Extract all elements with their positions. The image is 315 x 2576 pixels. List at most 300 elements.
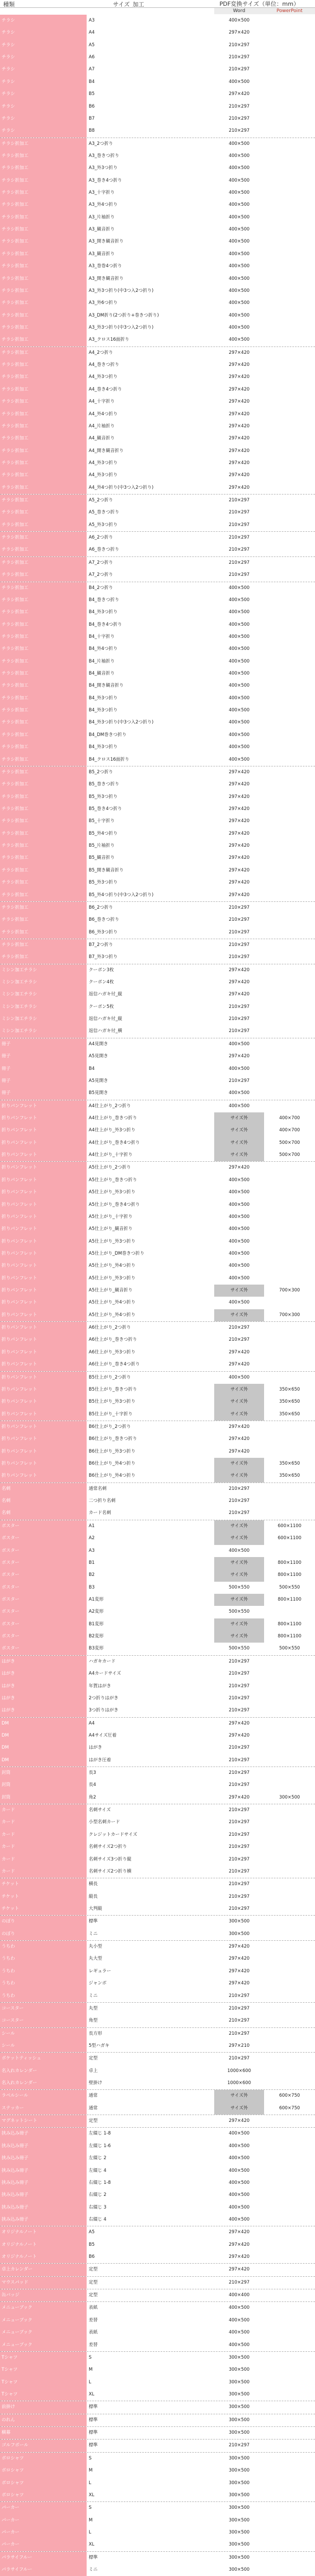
powerpoint-size-cell: 600×750: [279, 2105, 300, 2111]
category-cell: 名入れカレンダー: [0, 2077, 87, 2089]
size-cell: A3_片袖折り: [89, 214, 115, 220]
category-cell: チラシ折加工: [0, 852, 87, 864]
word-size-cell: 297×420: [228, 1720, 250, 1726]
table-row: [0, 2002, 315, 2015]
table-row: [0, 643, 315, 655]
category-cell: 冊子: [0, 1063, 87, 1075]
category-cell: ゴルフボール: [0, 2440, 87, 2452]
size-cell: B5仕上がり_十字折り: [89, 1411, 133, 1417]
table-row: [0, 322, 315, 334]
table-row: [0, 1978, 315, 1990]
word-size-cell: 400×500: [228, 597, 250, 603]
size-cell: 左綴じ 2: [89, 2156, 107, 2161]
size-cell: A3_2つ折り: [89, 141, 113, 146]
word-size-cell: 400×500: [228, 646, 250, 652]
size-cell: A4_外4つ折り: [89, 411, 118, 417]
category-cell: DM: [0, 1754, 87, 1767]
word-size-cell: 210×297: [228, 1016, 250, 1022]
word-size-cell: 300×500: [228, 1931, 250, 1937]
table-row: [0, 27, 315, 39]
category-cell: チラシ折加工: [0, 334, 87, 346]
word-size-cell: 210×297: [228, 1820, 250, 1825]
category-cell: 封筒: [0, 1779, 87, 1791]
category-cell: うちわ: [0, 1965, 87, 1978]
size-cell: B5_十字折り: [89, 818, 115, 824]
category-cell: チラシ折加工: [0, 889, 87, 901]
size-cell: A6仕上がり_2つ折り: [89, 1325, 131, 1331]
size-cell: A6_2つ折り: [89, 535, 113, 541]
table-row: [0, 680, 315, 692]
word-size-cell: 210×297: [228, 103, 250, 109]
word-size-cell: 300×500: [228, 2517, 250, 2523]
size-cell: A5仕上がり_十字折り: [89, 1214, 133, 1219]
powerpoint-size-cell: 800×1100: [278, 1597, 301, 1602]
category-cell: 折りパンフレット: [0, 1137, 87, 1149]
table-row: [0, 1236, 315, 1248]
word-size-cell: 297×420: [228, 472, 250, 478]
table-row: [0, 507, 315, 519]
table-row: [0, 2202, 315, 2214]
table-row: [0, 2351, 315, 2364]
table-row: [0, 989, 315, 1001]
size-cell: B6仕上がり_2つ折り: [89, 1424, 131, 1429]
size-cell: 定型: [89, 2056, 98, 2062]
category-cell: 封筒: [0, 1792, 87, 1804]
size-cell: A2変形: [89, 1609, 104, 1615]
category-cell: チラシ折加工: [0, 236, 87, 248]
table-row: [0, 2489, 315, 2501]
word-size-cell: 300×500: [228, 1919, 250, 1925]
table-row: [0, 1174, 315, 1186]
size-cell: A3_巻きつ折り: [89, 153, 119, 159]
size-cell: 名刺サイズ2つ折り: [89, 1844, 127, 1850]
category-cell: メニューブック: [0, 2315, 87, 2327]
size-cell: A3_開き観音折り: [89, 239, 124, 245]
category-cell: チラシ折加工: [0, 815, 87, 827]
header-category: 種類: [3, 1, 15, 8]
size-cell: 表紙: [89, 2330, 98, 2336]
category-cell: チラシ折加工: [0, 150, 87, 162]
word-size-cell: 1000×600: [227, 2080, 251, 2086]
category-cell: ポスター: [0, 1582, 87, 1594]
table-row: [0, 273, 315, 285]
category-cell: チラシ折加工: [0, 582, 87, 594]
word-size-cell: 210×297: [228, 1881, 250, 1887]
table-row: [0, 1149, 315, 1161]
word-size-out-cell: サイズ外: [214, 1112, 264, 1124]
size-cell: B4_片袖折り: [89, 658, 115, 664]
table-row: [0, 668, 315, 680]
size-cell: A4_十字折り: [89, 399, 115, 405]
size-table-body: [0, 15, 315, 2576]
table-row: [0, 1063, 315, 1075]
table-row: [0, 964, 315, 976]
category-cell: カード: [0, 1804, 87, 1816]
word-size-cell: 400×500: [228, 324, 250, 330]
category-cell: チラシ折加工: [0, 668, 87, 680]
size-cell: 返信ハガキ付_縦: [89, 1016, 122, 1022]
word-size-cell: 297×420: [228, 1054, 250, 1059]
word-size-cell: 210×297: [228, 1498, 250, 1504]
size-cell: ミニ: [89, 1993, 98, 1999]
table-row: [0, 457, 315, 469]
word-size-cell: 400×500: [228, 141, 250, 146]
table-row: [0, 927, 315, 939]
table-row: [0, 1953, 315, 1965]
category-cell: 冊子: [0, 1038, 87, 1050]
category-cell: 挟み込み冊子: [0, 2177, 87, 2189]
category-cell: 折りパンフレット: [0, 1149, 87, 1161]
table-row: [0, 519, 315, 531]
size-cell: A5仕上がり_観音折り: [89, 1226, 133, 1232]
word-size-cell: 400×500: [228, 2305, 250, 2311]
powerpoint-size-cell: 350×650: [279, 1399, 300, 1405]
word-size-cell: 400×400: [228, 2293, 250, 2298]
table-row: [0, 1643, 315, 1655]
size-cell: B6仕上がり_外4つ折り: [89, 1461, 135, 1467]
word-size-cell: 297×420: [228, 843, 250, 849]
word-size-cell: 300×500: [228, 2542, 250, 2548]
table-row: [0, 138, 315, 150]
category-cell: チラシ折加工: [0, 371, 87, 383]
size-cell: A4カードサイズ: [89, 1671, 121, 1677]
category-cell: オリジナルノート: [0, 2226, 87, 2238]
word-size-cell: 400×500: [228, 1238, 250, 1244]
table-row: [0, 1124, 315, 1137]
category-cell: 名入れカレンダー: [0, 2065, 87, 2077]
category-cell: 折りパンフレット: [0, 1162, 87, 1174]
size-cell: B6仕上がり_外4つ折り: [89, 1473, 135, 1479]
word-size-cell: 400×500: [228, 622, 250, 627]
table-row: [0, 212, 315, 224]
category-cell: メニューブック: [0, 2327, 87, 2339]
category-cell: チラシ折加工: [0, 347, 87, 359]
category-cell: チラシ折加工: [0, 495, 87, 507]
size-cell: 標準: [89, 2430, 98, 2436]
table-row: [0, 1470, 315, 1482]
powerpoint-size-cell: 500×700: [279, 1152, 300, 1158]
category-cell: チラシ折加工: [0, 224, 87, 236]
size-cell: A4_巻き4つ折り: [89, 386, 122, 392]
table-row: [0, 224, 315, 236]
word-size-cell: 210×297: [228, 2018, 250, 2024]
size-cell: B6_巻きつ折り: [89, 917, 119, 923]
size-cell: B6仕上がり_外3つ折り: [89, 1448, 135, 1454]
category-cell: うちわ: [0, 1941, 87, 1953]
table-row: [0, 1520, 315, 1532]
word-size-cell: 400×500: [228, 2168, 250, 2173]
word-size-cell: 297×420: [228, 830, 250, 836]
category-cell: ポスター: [0, 1532, 87, 1544]
table-row: [0, 1965, 315, 1978]
category-cell: チラシ: [0, 113, 87, 125]
header-size: サイズ_加工: [113, 1, 144, 8]
size-cell: A4_巻きつ折り: [89, 362, 119, 368]
category-cell: ポスター: [0, 1520, 87, 1532]
size-cell: B5_巻き4つ折り: [89, 806, 122, 812]
category-cell: 卓上カレンダー: [0, 2264, 87, 2276]
word-size-cell: 210×297: [228, 1993, 250, 1999]
category-cell: 折りパンフレット: [0, 1260, 87, 1272]
category-cell: ポロシャツ: [0, 2477, 87, 2489]
word-size-cell: 210×297: [228, 128, 250, 134]
category-cell: 折りパンフレット: [0, 1223, 87, 1235]
table-row: [0, 1248, 315, 1260]
category-cell: チラシ折加工: [0, 754, 87, 766]
size-cell: 丸小型: [89, 1944, 102, 1950]
size-cell: 定型: [89, 2279, 98, 2285]
category-cell: オリジナルノート: [0, 2251, 87, 2263]
size-cell: 標準: [89, 1919, 98, 1925]
size-cell: B6: [89, 2254, 95, 2260]
size-cell: A3_外3つ折り: [89, 165, 118, 171]
word-size-cell: 297×420: [228, 460, 250, 466]
table-row: [0, 2364, 315, 2376]
category-cell: チラシ折加工: [0, 803, 87, 815]
word-size-cell: 297×420: [228, 1956, 250, 1962]
word-size-cell: 400×500: [228, 79, 250, 85]
category-cell: チラシ: [0, 15, 87, 27]
category-cell: チラシ折加工: [0, 519, 87, 531]
word-size-cell: 297×420: [228, 1732, 250, 1738]
table-row: [0, 1767, 315, 1779]
table-row: [0, 1495, 315, 1507]
category-cell: 折りパンフレット: [0, 1112, 87, 1124]
table-row: [0, 2276, 315, 2289]
word-size-cell: 300×500: [228, 2455, 250, 2461]
word-size-cell: 210×297: [228, 1770, 250, 1776]
table-row: [0, 2027, 315, 2040]
category-cell: チケット: [0, 1903, 87, 1915]
category-cell: 折りパンフレット: [0, 1396, 87, 1408]
table-row: [0, 433, 315, 445]
table-row: [0, 2152, 315, 2164]
table-row: [0, 2551, 315, 2564]
word-size-cell: 400×500: [228, 2180, 250, 2185]
size-cell: A5_外3つ折り: [89, 522, 118, 528]
size-cell: レギュラー: [89, 1968, 111, 1974]
word-size-cell: 400×500: [228, 264, 250, 269]
size-cell: A4見開き: [89, 1041, 108, 1047]
category-cell: ミシン加工チラシ: [0, 989, 87, 1001]
word-size-cell: 210×297: [228, 1325, 250, 1331]
table-row: [0, 2127, 315, 2140]
word-size-cell: 300×500: [228, 2468, 250, 2474]
table-row: [0, 1668, 315, 1680]
category-cell: チラシ: [0, 27, 87, 39]
category-cell: ラベルシール: [0, 2090, 87, 2102]
category-cell: コースター: [0, 2003, 87, 2015]
word-size-cell: 400×500: [228, 1300, 250, 1306]
category-cell: カード: [0, 1816, 87, 1828]
word-size-cell: 297×420: [228, 423, 250, 429]
size-cell: 壁掛け: [89, 2080, 102, 2086]
powerpoint-size-cell: 500×550: [279, 1646, 300, 1652]
word-size-cell: 210×297: [228, 942, 250, 948]
word-size-cell: 400×500: [228, 1090, 250, 1096]
size-cell: B3: [89, 1584, 95, 1590]
category-cell: オリジナルノート: [0, 2239, 87, 2251]
category-cell: 折りパンフレット: [0, 1334, 87, 1346]
category-cell: チラシ折加工: [0, 741, 87, 753]
category-cell: 冊子: [0, 1050, 87, 1063]
word-size-cell: 297×420: [228, 867, 250, 873]
table-row: [0, 2339, 315, 2351]
powerpoint-size-cell: 350×650: [279, 1386, 300, 1392]
table-row: [0, 1532, 315, 1544]
word-size-cell: 500×550: [228, 1646, 250, 1652]
word-size-cell: 400×500: [228, 288, 250, 293]
size-cell: M: [89, 2468, 93, 2474]
category-cell: チラシ折加工: [0, 260, 87, 272]
size-cell: A5: [89, 2230, 95, 2235]
word-size-cell: 300×500: [228, 2379, 250, 2385]
category-cell: チラシ折加工: [0, 162, 87, 174]
size-cell: B4_クロス16面折り: [89, 756, 130, 762]
category-cell: チラシ折加工: [0, 557, 87, 569]
word-size-cell: 297×420: [228, 386, 250, 392]
size-cell: B5_巻きつ折り: [89, 782, 119, 787]
word-size-cell: 210×297: [228, 1807, 250, 1813]
table-row: [0, 408, 315, 420]
word-size-cell: 210×297: [228, 1757, 250, 1763]
size-cell: A4_外3つ折り: [89, 472, 118, 478]
word-size-cell: 297×420: [228, 436, 250, 441]
category-cell: 挟み込み冊子: [0, 2128, 87, 2140]
word-size-cell: 400×500: [228, 227, 250, 233]
size-cell: B2変形: [89, 1634, 104, 1639]
table-row: [0, 556, 315, 569]
word-size-cell: 297×420: [228, 1968, 250, 1974]
category-cell: ポケットティッシュ: [0, 2053, 87, 2065]
table-row: [0, 1297, 315, 1309]
table-row: [0, 359, 315, 371]
category-cell: パーカー: [0, 2527, 87, 2539]
category-cell: 折りパンフレット: [0, 1408, 87, 1421]
category-cell: チラシ折加工: [0, 285, 87, 297]
table-row: [0, 1359, 315, 1371]
table-row: [0, 1285, 315, 1297]
table-row: [0, 1408, 315, 1421]
table-row: [0, 1025, 315, 1037]
table-row: [0, 2426, 315, 2439]
word-size-cell: 297×420: [228, 782, 250, 787]
category-cell: チラシ折加工: [0, 791, 87, 803]
word-size-cell: 210×297: [228, 1695, 250, 1701]
size-cell: A7: [89, 67, 95, 72]
table-row: [0, 741, 315, 753]
word-size-cell: 210×297: [228, 2031, 250, 2036]
size-cell: A5仕上がり_外4つ折り: [89, 1300, 135, 1306]
word-size-cell: 400×500: [228, 658, 250, 664]
table-row: [0, 2564, 315, 2576]
category-cell: チラシ折加工: [0, 507, 87, 519]
size-cell: A5仕上がり_外4つ折り: [89, 1263, 135, 1269]
word-size-cell: 297×420: [228, 980, 250, 985]
powerpoint-size-cell: 400×700: [279, 1128, 300, 1133]
word-size-cell: 297×420: [228, 992, 250, 997]
word-size-out-cell: サイズ外: [214, 1618, 264, 1631]
category-cell: チラシ折加工: [0, 138, 87, 150]
word-size-cell: 210×297: [228, 42, 250, 48]
category-cell: ポロシャツ: [0, 2489, 87, 2501]
size-cell: A5仕上がり_外3つ折り: [89, 1275, 135, 1281]
size-cell: 左綴じ 1-6: [89, 2143, 111, 2149]
size-cell: 定型: [89, 2293, 98, 2298]
size-cell: 丸型: [89, 2005, 98, 2011]
word-size-cell: 297×420: [228, 374, 250, 380]
category-cell: 前掛け: [0, 2401, 87, 2413]
powerpoint-size-cell: 300×500: [279, 1794, 300, 1800]
table-row: [0, 469, 315, 481]
table-row: [0, 1112, 315, 1124]
category-cell: 折りパンフレット: [0, 1174, 87, 1186]
category-cell: チケット: [0, 1878, 87, 1890]
size-cell: B4_外3つ折り: [89, 609, 118, 615]
size-cell: B5_外4つ折り: [89, 830, 118, 836]
category-cell: メニューブック: [0, 2302, 87, 2314]
word-size-cell: 297×420: [228, 1944, 250, 1950]
table-row: [0, 2289, 315, 2301]
word-size-cell: 400×500: [228, 165, 250, 171]
table-row: [0, 1334, 315, 1346]
word-size-cell: 210×297: [228, 2443, 250, 2448]
size-cell: B5仕上がり_巻きつ折り: [89, 1386, 137, 1392]
category-cell: 折りパンフレット: [0, 1100, 87, 1112]
category-cell: チラシ折加工: [0, 297, 87, 309]
word-size-cell: 210×297: [228, 1832, 250, 1837]
category-cell: DM: [0, 1742, 87, 1754]
category-cell: 折りパンフレット: [0, 1359, 87, 1371]
size-cell: B6_2つ折り: [89, 905, 113, 910]
word-size-cell: 400×500: [228, 153, 250, 159]
word-size-cell: 210×297: [228, 535, 250, 541]
table-row: [0, 606, 315, 618]
powerpoint-size-cell: 800×1100: [278, 1572, 301, 1578]
size-cell: B1: [89, 1560, 95, 1565]
category-cell: ポスター: [0, 1545, 87, 1557]
table-row: [0, 2089, 315, 2102]
table-row: [0, 2251, 315, 2263]
size-cell: XL: [89, 2542, 94, 2548]
table-row: [0, 1223, 315, 1235]
size-cell: 表紙: [89, 2305, 98, 2311]
category-cell: 折りパンフレット: [0, 1347, 87, 1359]
size-cell: A6仕上がり_外3つ折り: [89, 1349, 135, 1355]
word-size-cell: 210×297: [228, 115, 250, 121]
table-row: [0, 914, 315, 926]
category-cell: チラシ折加工: [0, 457, 87, 469]
category-cell: チラシ折加工: [0, 766, 87, 779]
table-row: [0, 1075, 315, 1087]
size-cell: A7_2つ折り: [89, 560, 113, 565]
word-size-cell: 210×297: [228, 498, 250, 503]
category-cell: チラシ: [0, 51, 87, 64]
table-row: [0, 840, 315, 852]
category-cell: 折りパンフレット: [0, 1309, 87, 1321]
category-cell: チラシ: [0, 88, 87, 100]
table-row: [0, 852, 315, 864]
table-row: [0, 162, 315, 174]
size-cell: A3_開き観音折り: [89, 276, 124, 281]
category-cell: ポスター: [0, 1618, 87, 1631]
size-cell: B3変形: [89, 1646, 104, 1652]
size-cell: ジャンボ: [89, 1981, 107, 1986]
word-size-cell: 297×420: [228, 2242, 250, 2247]
table-row: [0, 2077, 315, 2089]
table-row: [0, 1137, 315, 1149]
word-size-out-cell: サイズ外: [214, 1594, 264, 1606]
